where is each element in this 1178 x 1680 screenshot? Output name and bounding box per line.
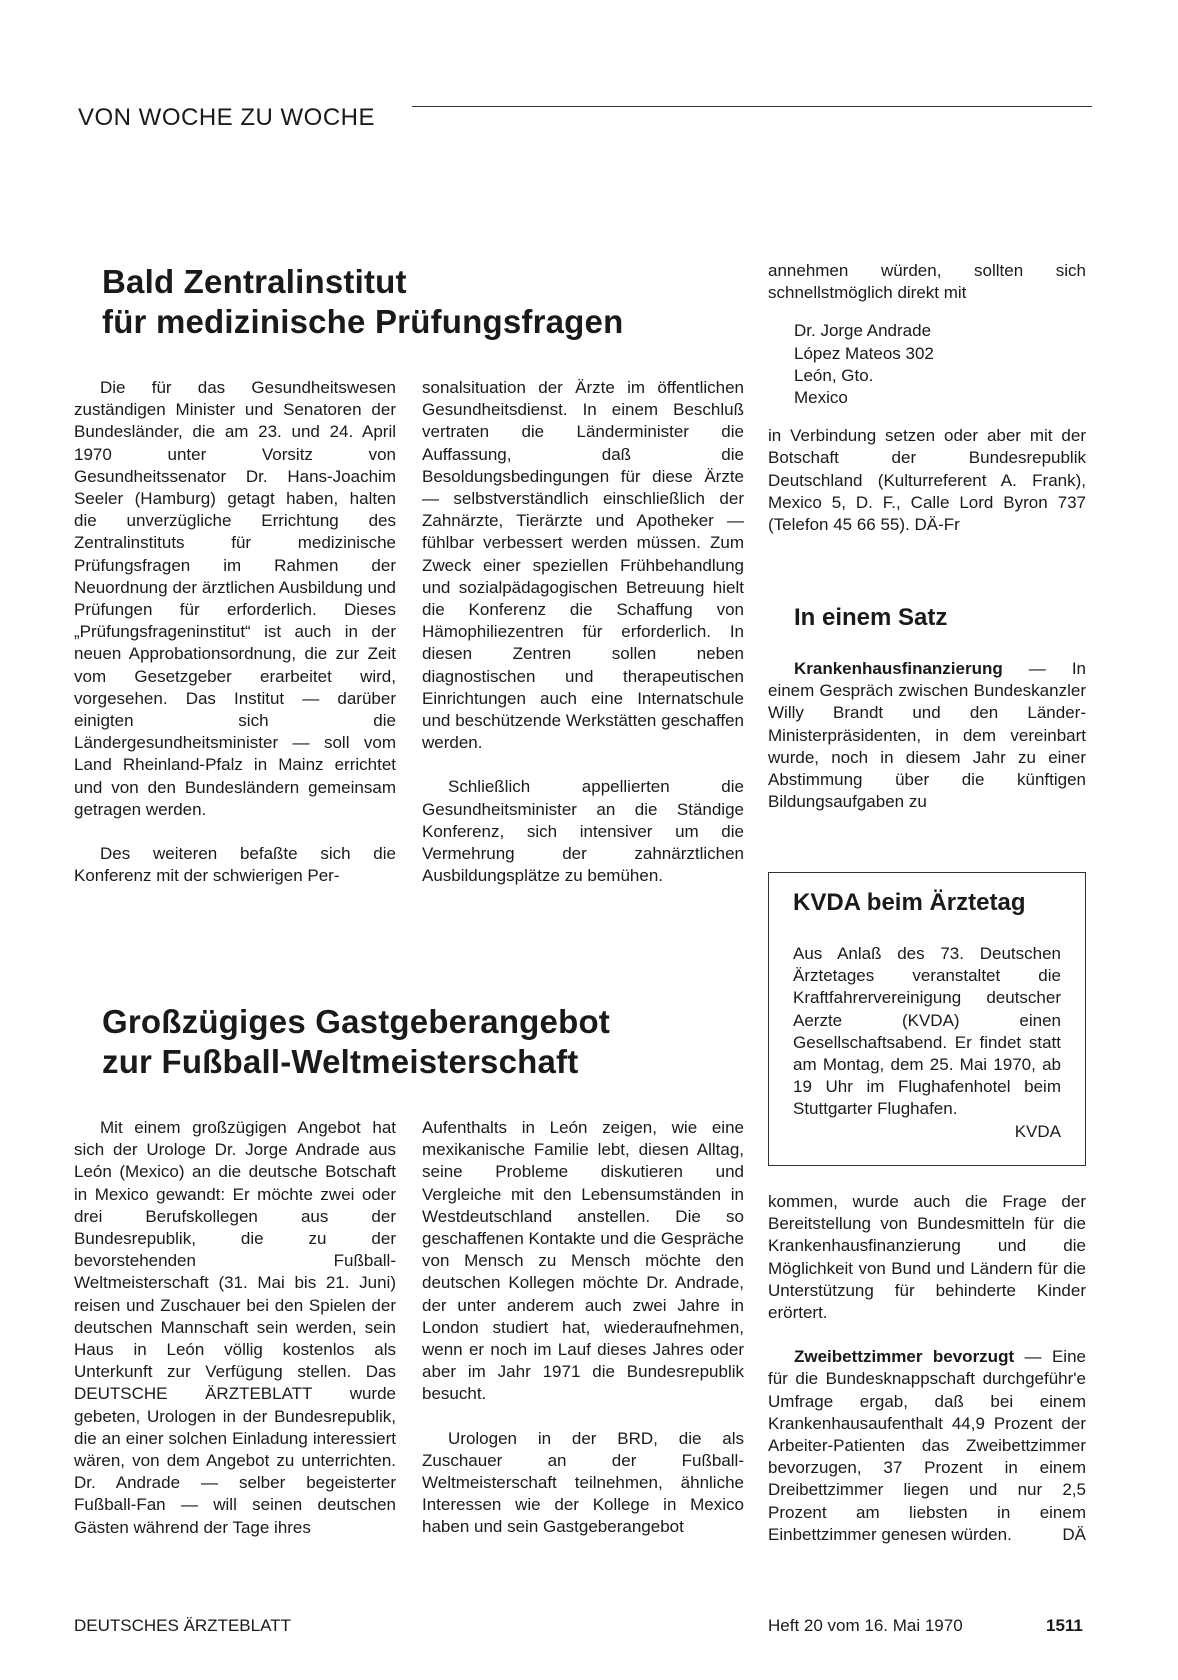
address-line: León, Gto. — [794, 365, 874, 385]
address-line: Dr. Jorge Andrade — [794, 321, 932, 341]
article2-cont-paragraph2: in Verbindung setzen oder aber mit der Botschaft der Bundesrepublik Deutschland (Kulturreferent A. Frank), Mexico 5, D. F., Calle Lord Byron 737 (Telefon 45 66 55). DÄ-Fr — [768, 426, 1086, 535]
article2-col1-paragraph1: Mit einem großzügigen Angebot hat sich der Urologe Dr. Jorge Andrade aus León (Mexico) an die deutsche Botschaft in Mexico gewandt: Er möchte zwei oder drei Berufskollegen aus der Bundesrepublik, die zu der bevorstehenden Fußball-Weltmeisterschaft (31. Mai bis 21. Juni) reisen und Zuschauer bei den Spielen der deutschen Mannschaft sein werden, sein Haus in León völlig kostenlos als Unterkunft zur Verfügung stellen. Das DEUTSCHE ÄRZTEBLATT wurde gebeten, Urologen in der Bundesrepublik, die an einer solchen Einladung interessiert wären, von dem Angebot zu unterrichten. Dr. Andrade — selber begeisterter Fußball-Fan — will seinen deutschen Gästen während der Tage ihres — [74, 1118, 396, 1537]
article2-title-line1: Großzügiges Gastgeberangebot — [102, 1003, 610, 1040]
footer-issue: Heft 20 vom 16. Mai 1970 — [768, 1616, 963, 1635]
satz-item1-text: — In einem Gespräch zwischen Bundeskanzler Willy Brandt und den Länder-Ministerpräsidenten, in dem vereinbart wurde, noch in diesem Jahr zu einer Abstimmung über die künftigen Bildungsaufgaben zu — [768, 659, 1086, 812]
article1-col1-paragraph2: Des weiteren befaßte sich die Konferenz mit der schwierigen Per- — [74, 844, 396, 886]
satz-item1-label: Krankenhausfinanzierung — [794, 659, 1003, 678]
satz-item2-sign: DÄ — [1062, 1525, 1086, 1545]
header-rule — [412, 106, 1092, 107]
kvda-sign: KVDA — [1014, 1121, 1061, 1141]
article2-column1 — [74, 1117, 396, 1539]
article2-col2-paragraph2: Urologen in der BRD, die als Zuschauer an der Fußball-Weltmeisterschaft teilnehmen, ähnliche Interessen wie der Kollege in Mexico haben und sein Gastgeberangebot — [422, 1428, 744, 1537]
kvda-body — [793, 943, 1061, 1143]
satz-item2-text: — Eine für die Bundesknappschaft durchgeführ'e Umfrage ergab, daß bei einem Krankenhausaufenthalt 44,9 Prozent der Arbeiter-Patienten das Zweibettzimmer bevorzugen, 37 Prozent in einem Dreibettzimmer liegen und nur 2,5 Prozent am liebsten in einem Einbettzimmer genesen würden. — [768, 1347, 1086, 1544]
article2-title-line2: zur Fußball-Weltmeisterschaft — [102, 1043, 579, 1080]
address-block — [768, 320, 1086, 409]
article2-column2 — [422, 1117, 744, 1539]
article1-col2-paragraph2: Schließlich appellierten die Gesundheitsminister an die Ständige Konferenz, sich intensiver um die Vermehrung der zahnärztlichen Ausbildungsplätze zu bemühen. — [422, 777, 744, 886]
satz-heading: In einem Satz — [794, 604, 948, 631]
address-line: López Mateos 302 — [794, 343, 934, 363]
address-line: Mexico — [794, 388, 848, 408]
article2-col2-paragraph1: Aufenthalts in León zeigen, wie eine mexikanische Familie lebt, diesen Alltag, seine Probleme diskutieren und Vergleiche mit den Lebensumständen in Westdeutschland anstellen. Die so geschaffenen Kontakte und die Gespräche von Mensch zu Mensch möchte den deutschen Kollegen möchte Dr. Andrade, der unter anderem auch zwei Jahre in London studiert hat, wiederaufnehmen, wenn er noch im Lauf dieses Jahres oder aber im Jahr 1971 die Bundesrepublik besucht. — [422, 1118, 744, 1404]
article2-cont-paragraph1: annehmen würden, sollten sich schnellstmöglich direkt mit — [768, 261, 1086, 303]
article1-title-line2: für medizinische Prüfungsfragen — [102, 303, 624, 340]
article1-column1 — [74, 377, 396, 887]
article1-headline — [102, 262, 682, 342]
satz-item1-continuation: kommen, wurde auch die Frage der Bereitstellung von Bundesmitteln für die Krankenhausfinanzierung und die Möglichkeit von Bund und Ländern für die Unterstützung für behinderte Kinder erörtert. — [768, 1192, 1086, 1323]
kvda-text: Aus Anlaß des 73. Deutschen Ärztetages veranstaltet die Kraftfahrervereinigung deutscher Aerzte (KVDA) einen Gesellschaftsabend. Er findet statt am Montag, dem 25. Mai 1970, ab 19 Uhr im Flughafenhotel beim Stuttgarter Flughafen. — [793, 944, 1061, 1119]
section-label: VON WOCHE ZU WOCHE — [78, 104, 375, 131]
article1-column2 — [422, 377, 744, 887]
footer-page-number: 1511 — [1046, 1616, 1083, 1635]
satz-item1 — [768, 658, 1086, 813]
satz-item2-label: Zweibettzimmer bevorzugt — [794, 1347, 1015, 1367]
satz-continuation — [768, 1191, 1086, 1546]
article2-continuation — [768, 260, 1086, 536]
article2-headline — [102, 1002, 742, 1082]
article1-title-line1: Bald Zentralinstitut — [102, 263, 407, 300]
kvda-box — [768, 872, 1086, 1166]
footer-publication: DEUTSCHES ÄRZTEBLATT — [74, 1616, 291, 1635]
article1-col1-paragraph1: Die für das Gesundheitswesen zuständigen Minister und Senatoren der Bundesländer, die am 23. und 24. April 1970 unter Vorsitz von Gesundheitssenator Dr. Hans-Joachim Seeler (Hamburg) getagt haben, halten die unverzügliche Errichtung des Zentralinstituts für medizinische Prüfungsfragen im Rahmen der Neuordnung der ärztlichen Ausbildung und Prüfungen für erforderlich. Dieses „Prüfungsfrageninstitut“ ist auch in der neuen Approbationsordnung, die zur Zeit vom Gesetzgeber erarbeitet wird, vorgesehen. Das Institut — darüber einigten sich die Ländergesundheitsminister — soll vom Land Rheinland-Pfalz in Mainz errichtet und von den Bundesländern gemeinsam getragen werden. — [74, 378, 396, 819]
kvda-heading: KVDA beim Ärztetag — [793, 889, 1026, 916]
article1-col2-paragraph1: sonalsituation der Ärzte im öffentlichen Gesundheitsdienst. In einem Beschluß vertraten die Länderminister die Auffassung, daß die Besoldungsbedingungen für diese Ärzte — selbstverständlich einschließlich der Zahnärzte, Tierärzte und Apotheker — fühlbar verbessert werden müssen. Zum Zweck einer speziellen Frühbehandlung und sozialpädagogischen Betreuung hielt die Konferenz die Schaffung von Hämophiliezentren für erforderlich. In diesen Zentren sollen neben diagnostischen und therapeutischen Einrichtungen auch eine Internatschule und beschützende Werkstätten geschaffen werden. — [422, 378, 744, 753]
